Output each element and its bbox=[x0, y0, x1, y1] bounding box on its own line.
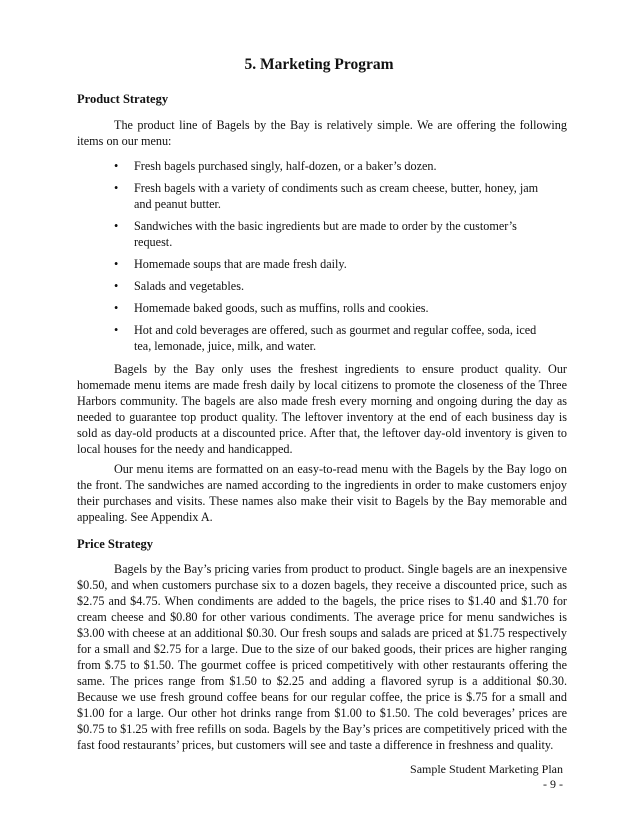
list-item bbox=[114, 180, 554, 212]
footer-label: Sample Student Marketing Plan bbox=[410, 762, 563, 776]
list-item bbox=[114, 158, 554, 174]
list-item bbox=[114, 256, 554, 272]
bullet-icon: • bbox=[114, 159, 119, 173]
list-item-text: Fresh bagels with a variety of condiments such as cream cheese, butter, honey, jam and peanut butter. bbox=[134, 181, 539, 211]
list-item-text: Salads and vegetables. bbox=[134, 279, 244, 293]
menu-format-text: Our menu items are formatted on an easy-to-read menu with the Bagels by the Bay logo on the front. The sandwiches are named according to the ingredients in order to make customers enjoy their purchases and visits. These names also make their visit to Bagels by the Bay memorable and appealing. See Appendix A. bbox=[77, 462, 567, 524]
bullet-icon: • bbox=[114, 301, 119, 315]
pricing-text: Bagels by the Bay’s pricing varies from product to product. Single bagels are an inexpensive $0.50, and when customers purchase six to a dozen bagels, they receive a discounted price, such as $2.75 and $4.75. When condiments are added to the bagels, the price rises to $1.40 and $1.70 for cream cheese and $0.80 for other various condiments. The average price for menu sandwiches is $3.00 with cheese at an additional $0.30. Our fresh soups and salads are priced at $1.75 respectively for a small and $2.75 for a large. Due to the size of our baked goods, their prices are higher ranging from $.75 to $1.50. The gourmet coffee is priced competitively with other restaurants offering the same. The prices range from $1.50 to $2.25 and adding a flavored syrup is a additional $0.30. Because we use fresh ground coffee beans for our regular coffee, the price is $.75 for a small and $1.00 for a large. Our other hot drinks range from $1.00 to $1.50. The cold beverages’ prices are $0.75 to $1.25 with free refills on soda. Bagels by the Bay’s prices are competitively priced with the fast food restaurants’ prices, but customers will see and taste a difference in freshness and quality. bbox=[77, 562, 567, 752]
quality-text: Bagels by the Bay only uses the freshest ingredients to ensure product quality. Our homemade menu items are made fresh daily by local citizens to promote the closeness of the Three Harbors community. The bagels are also made fresh every morning and ongoing during the day as needed to guarantee top product quality. The leftover inventory at the end of each business day is sold as day-old products at a discounted price. After that, the leftover day-old inventory is given to local houses for the needy and handicapped. bbox=[77, 362, 567, 456]
menu-format-paragraph bbox=[77, 461, 567, 525]
bullet-icon: • bbox=[114, 219, 119, 233]
quality-paragraph bbox=[77, 361, 567, 457]
list-item-text: Fresh bagels purchased singly, half-dozen, or a baker’s dozen. bbox=[134, 159, 437, 173]
bullet-icon: • bbox=[114, 257, 119, 271]
bullet-icon: • bbox=[114, 279, 119, 293]
section-title: 5. Marketing Program bbox=[244, 56, 394, 73]
list-item-text: Hot and cold beverages are offered, such as gourmet and regular coffee, soda, iced tea, lemonade, juice, milk, and water. bbox=[134, 323, 537, 353]
list-item bbox=[114, 300, 554, 316]
product-intro-text: The product line of Bagels by the Bay is relatively simple. We are offering the following items on our menu: bbox=[77, 118, 567, 148]
menu-items-list bbox=[114, 158, 554, 360]
list-item-text: Homemade soups that are made fresh daily. bbox=[134, 257, 347, 271]
bullet-icon: • bbox=[114, 323, 119, 337]
list-item bbox=[114, 322, 554, 354]
page-number: - 9 - bbox=[543, 777, 563, 791]
product-intro-paragraph bbox=[77, 117, 567, 149]
footer bbox=[410, 762, 563, 792]
list-item-text: Sandwiches with the basic ingredients but are made to order by the customer’s request. bbox=[134, 219, 517, 249]
pricing-paragraph bbox=[77, 561, 567, 753]
list-item bbox=[114, 218, 554, 250]
list-item bbox=[114, 278, 554, 294]
bullet-icon: • bbox=[114, 181, 119, 195]
price-strategy-heading: Price Strategy bbox=[77, 537, 154, 551]
list-item-text: Homemade baked goods, such as muffins, rolls and cookies. bbox=[134, 301, 429, 315]
product-strategy-heading: Product Strategy bbox=[77, 92, 169, 106]
